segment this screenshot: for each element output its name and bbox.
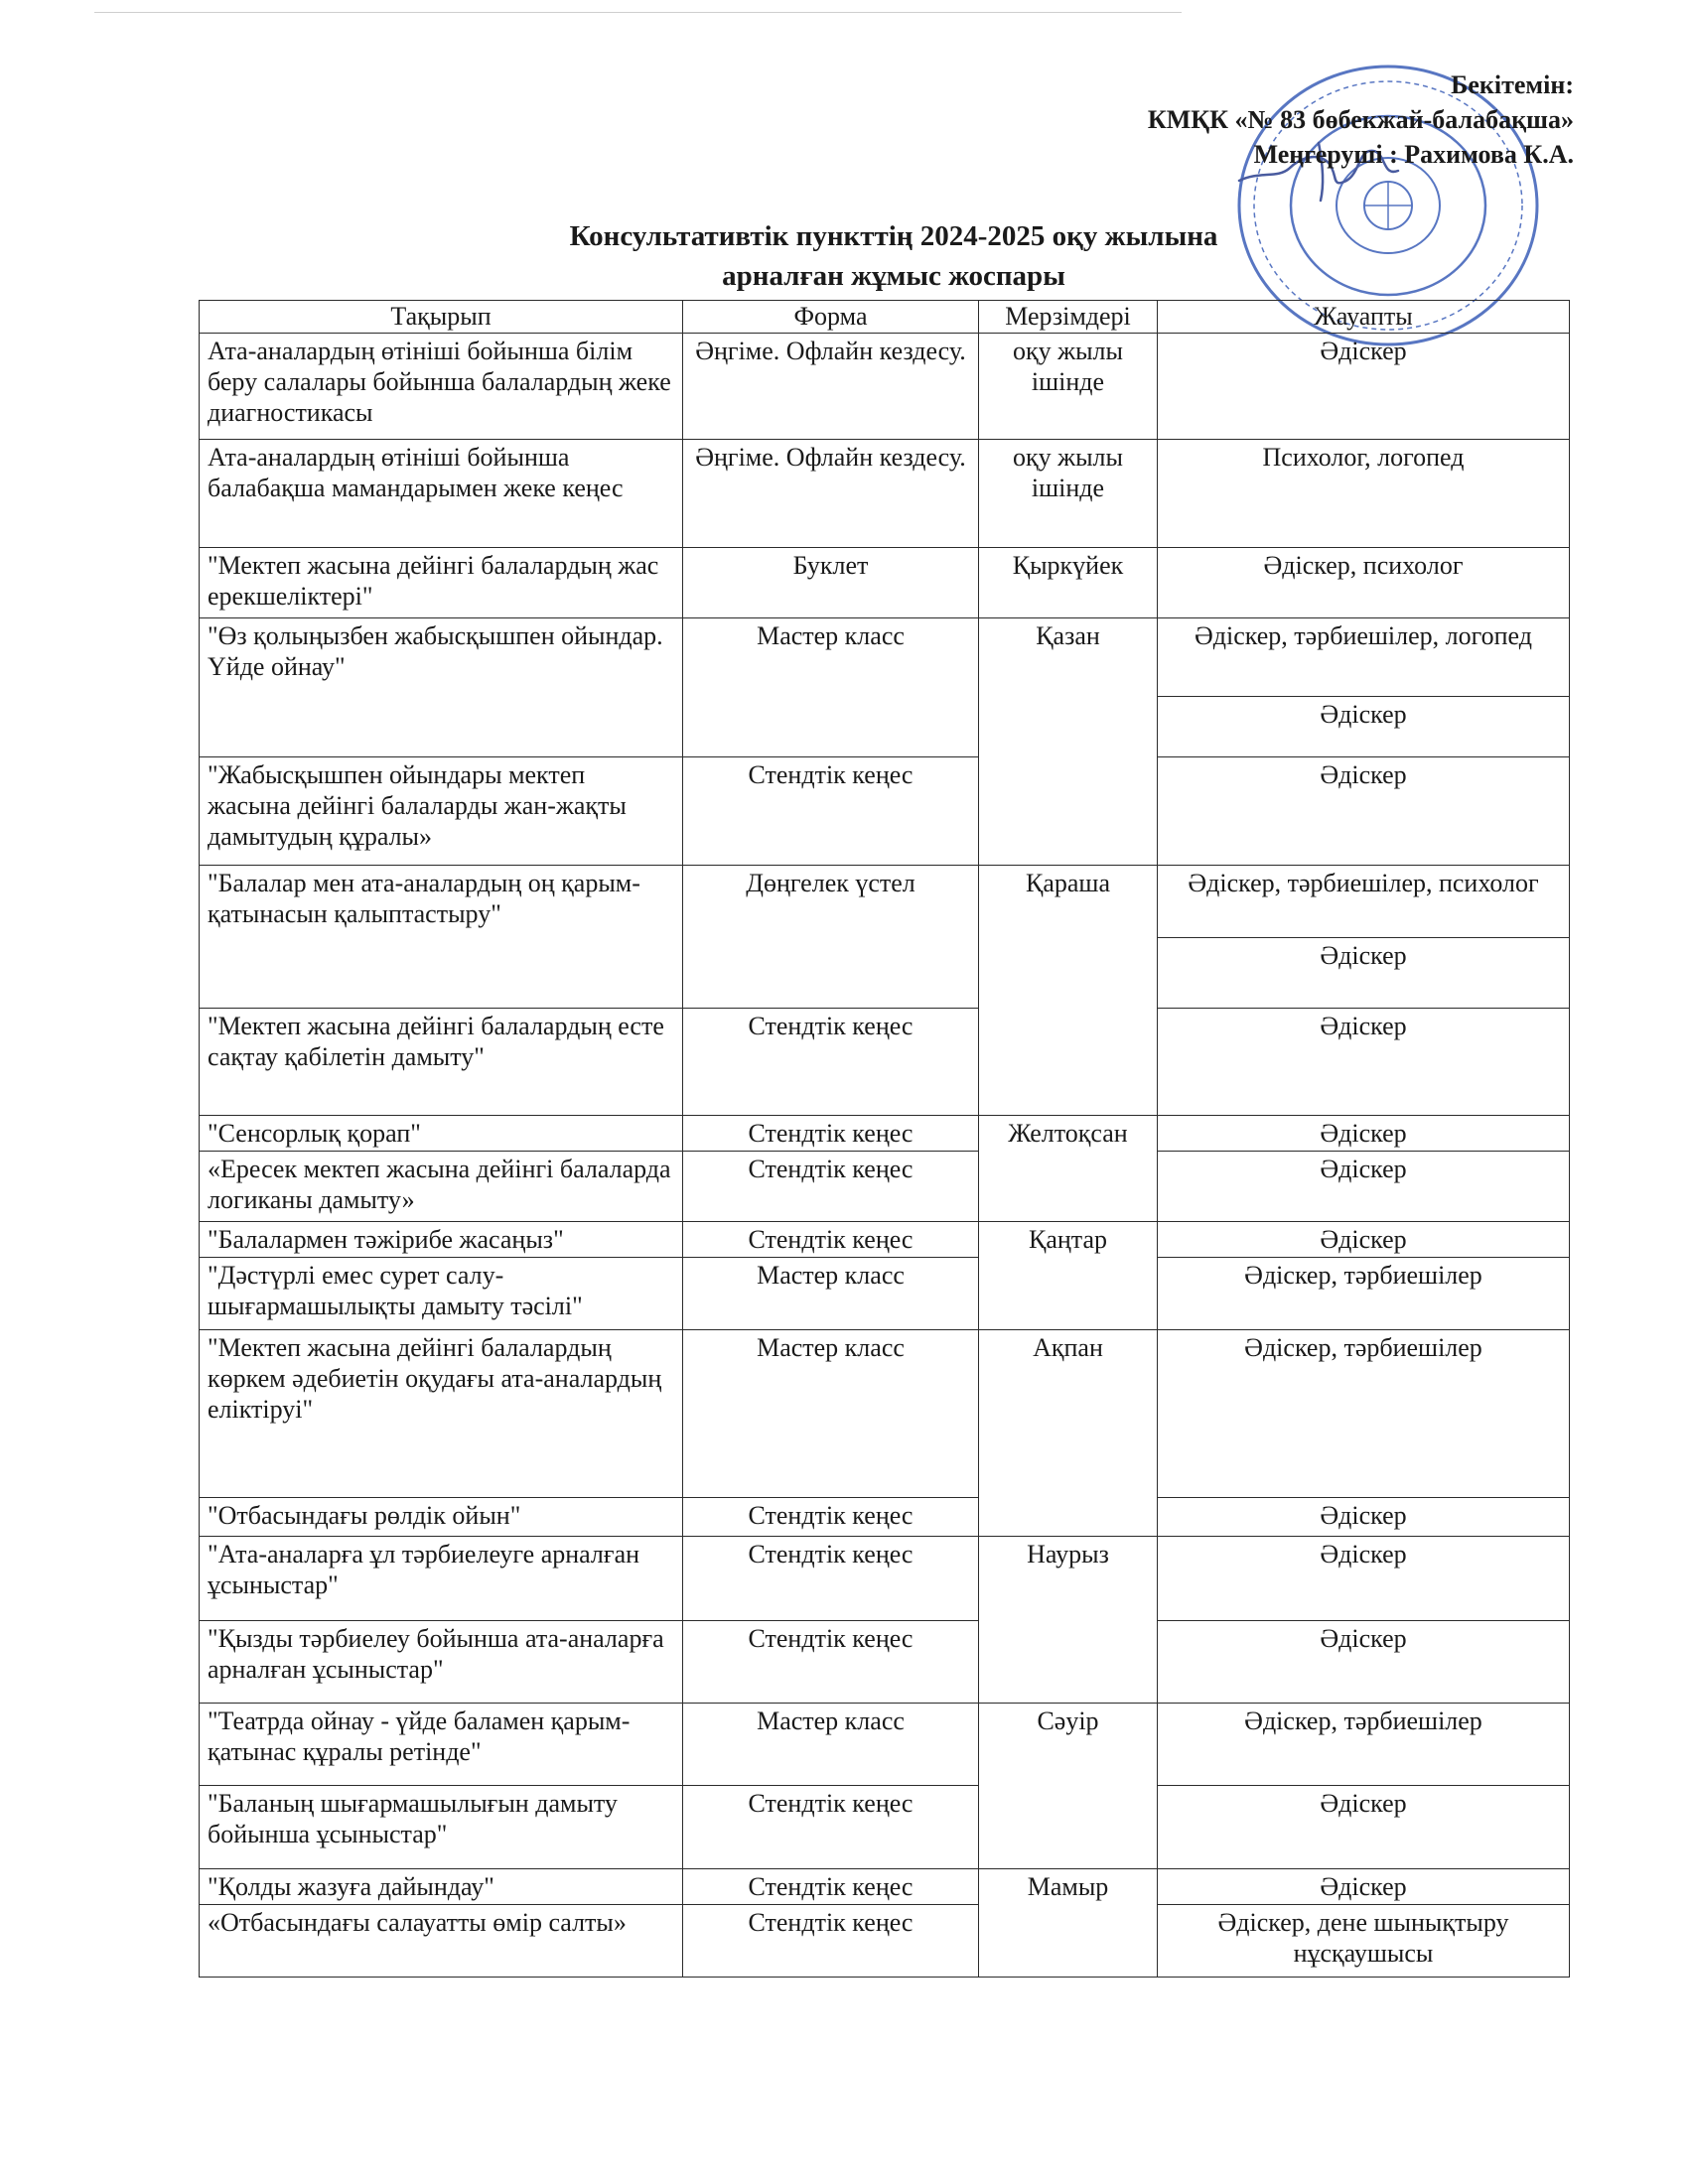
form-cell: Стендтік кеңес <box>683 1621 979 1704</box>
form-cell: Стендтік кеңес <box>683 1115 979 1151</box>
responsible-cell: Әдіскер, тәрбиешілер <box>1158 1257 1570 1329</box>
responsible-cell: Әдіскер <box>1158 1115 1570 1151</box>
topic-cell: "Мектеп жасына дейінгі балалардың есте сақтау қабілетін дамыту" <box>200 1008 683 1115</box>
form-cell: Стендтік кеңес <box>683 1221 979 1257</box>
form-cell: Мастер класс <box>683 1329 979 1498</box>
table-row <box>200 548 1570 618</box>
form-cell: Стендтік кеңес <box>683 1905 979 1978</box>
month-cell-may: Мамыр <box>979 1868 1158 1977</box>
table-row <box>200 1151 1570 1221</box>
table-row <box>200 1115 1570 1151</box>
responsible-cell: Әдіскер, тәрбиешілер, логопед <box>1158 617 1570 696</box>
table-header-row <box>200 301 1570 334</box>
header-responsible: Жауапты <box>1158 301 1570 334</box>
responsible-cell: Әдіскер <box>1158 1151 1570 1221</box>
approval-line-2: КМҚК «№ 83 бөбекжай-балабақша» <box>1147 105 1574 134</box>
table-row <box>200 1008 1570 1115</box>
table-row <box>200 1221 1570 1257</box>
form-cell: Стендтік кеңес <box>683 1536 979 1621</box>
topic-cell: "Отбасындағы рөлдік ойын" <box>200 1498 683 1536</box>
month-cell-december: Желтоқсан <box>979 1115 1158 1221</box>
form-cell: Стендтік кеңес <box>683 1008 979 1115</box>
table-row <box>200 1905 1570 1978</box>
topic-cell: «Отбасындағы салауатты өмір салты» <box>200 1905 683 1978</box>
responsible-cell: Әдіскер <box>1158 334 1570 440</box>
responsible-cell: Әдіскер <box>1158 757 1570 866</box>
responsible-cell: Әдіскер, тәрбиешілер, психолог <box>1158 866 1570 938</box>
month-cell-april: Сәуір <box>979 1704 1158 1869</box>
form-cell: Әңгіме. Офлайн кездесу. <box>683 334 979 440</box>
responsible-cell: Әдіскер <box>1158 1008 1570 1115</box>
document-title-line-2: арналған жұмыс жоспары <box>722 260 1065 292</box>
topic-cell: "Ата-аналарға ұл тәрбиелеуге арналған ұсыныстар" <box>200 1536 683 1621</box>
table-row <box>200 334 1570 440</box>
topic-cell: "Мектеп жасына дейінгі балалардың көркем әдебиетін оқудағы ата-аналардың еліктіруі" <box>200 1329 683 1498</box>
form-cell: Буклет <box>683 548 979 618</box>
responsible-cell: Әдіскер, психолог <box>1158 548 1570 618</box>
approval-line-1: Бекітемін: <box>1451 70 1574 99</box>
form-cell: Мастер класс <box>683 1704 979 1786</box>
form-cell: Дөңгелек үстел <box>683 866 979 1008</box>
header-term: Мерзімдері <box>979 301 1158 334</box>
header-form: Форма <box>683 301 979 334</box>
month-cell-february: Ақпан <box>979 1329 1158 1536</box>
table-row <box>200 1785 1570 1868</box>
approval-line-3: Меңгеруші : Рахимова К.А. <box>1253 140 1574 169</box>
table-row <box>200 1257 1570 1329</box>
topic-cell: «Ересек мектеп жасына дейінгі балаларда логиканы дамыту» <box>200 1151 683 1221</box>
responsible-cell: Әдіскер <box>1158 1498 1570 1536</box>
month-cell-october: Қазан <box>979 617 1158 865</box>
topic-cell: "Театрда ойнау - үйде баламен қарым-қатынас құралы ретінде" <box>200 1704 683 1786</box>
work-plan-table <box>199 300 1570 1978</box>
topic-cell: "Дәстүрлі емес сурет салу-шығармашылықты дамыту тәсілі" <box>200 1257 683 1329</box>
topic-cell: Ата-аналардың өтініші бойынша балабақша мамандарымен жеке кеңес <box>200 440 683 548</box>
month-cell-march: Наурыз <box>979 1536 1158 1704</box>
table-row <box>200 757 1570 866</box>
topic-cell: "Балалармен тәжірибе жасаңыз" <box>200 1221 683 1257</box>
responsible-cell: Әдіскер <box>1158 1785 1570 1868</box>
responsible-cell: Әдіскер, тәрбиешілер <box>1158 1329 1570 1498</box>
document-title-line-1: Консультативтік пункттің 2024-2025 оқу жылына <box>569 220 1218 252</box>
table-row <box>200 1329 1570 1498</box>
page-top-rule <box>94 12 1182 13</box>
topic-cell: "Сенсорлық қорап" <box>200 1115 683 1151</box>
month-cell-january: Қаңтар <box>979 1221 1158 1329</box>
topic-cell: "Мектеп жасына дейінгі балалардың жас ерекшеліктері" <box>200 548 683 618</box>
responsible-cell: Әдіскер, тәрбиешілер <box>1158 1704 1570 1786</box>
form-cell: Әңгіме. Офлайн кездесу. <box>683 440 979 548</box>
table-row <box>200 617 1570 696</box>
table-row <box>200 1704 1570 1786</box>
header-topic: Тақырып <box>200 301 683 334</box>
responsible-cell: Әдіскер <box>1158 1868 1570 1904</box>
table-row <box>200 866 1570 938</box>
form-cell: Стендтік кеңес <box>683 1151 979 1221</box>
topic-cell: "Қызды тәрбиелеу бойынша ата-аналарға арналған ұсыныстар" <box>200 1621 683 1704</box>
responsible-cell: Әдіскер <box>1158 696 1570 757</box>
approval-block <box>1148 68 1574 172</box>
form-cell: Стендтік кеңес <box>683 757 979 866</box>
topic-cell: "Жабысқышпен ойындары мектеп жасына дейінгі балаларды жан-жақты дамытудың құралы» <box>200 757 683 866</box>
month-cell-november: Қараша <box>979 866 1158 1115</box>
term-cell: оқу жылы ішінде <box>979 440 1158 548</box>
table-row <box>200 1498 1570 1536</box>
topic-cell: "Қолды жазуға дайындау" <box>200 1868 683 1904</box>
table-row <box>200 1536 1570 1621</box>
topic-cell: "Өз қолыңызбен жабысқышпен ойындар. Үйде ойнау" <box>200 617 683 756</box>
form-cell: Мастер класс <box>683 1257 979 1329</box>
form-cell: Мастер класс <box>683 617 979 756</box>
responsible-cell: Психолог, логопед <box>1158 440 1570 548</box>
table-row <box>200 440 1570 548</box>
form-cell: Стендтік кеңес <box>683 1498 979 1536</box>
term-cell: оқу жылы ішінде <box>979 334 1158 440</box>
form-cell: Стендтік кеңес <box>683 1868 979 1904</box>
topic-cell: "Баланың шығармашылығын дамыту бойынша ұсыныстар" <box>200 1785 683 1868</box>
topic-cell: "Балалар мен ата-аналардың оң қарым-қатынасын қалыптастыру" <box>200 866 683 1008</box>
responsible-cell: Әдіскер <box>1158 1621 1570 1704</box>
responsible-cell: Әдіскер <box>1158 1536 1570 1621</box>
term-cell: Қыркүйек <box>979 548 1158 618</box>
table-row <box>200 1868 1570 1904</box>
responsible-cell: Әдіскер, дене шынықтыру нұсқаушысы <box>1158 1905 1570 1978</box>
table-row <box>200 1621 1570 1704</box>
responsible-cell: Әдіскер <box>1158 937 1570 1008</box>
form-cell: Стендтік кеңес <box>683 1785 979 1868</box>
responsible-cell: Әдіскер <box>1158 1221 1570 1257</box>
topic-cell: Ата-аналардың өтініші бойынша білім беру салалары бойынша балалардың жеке диагностикасы <box>200 334 683 440</box>
